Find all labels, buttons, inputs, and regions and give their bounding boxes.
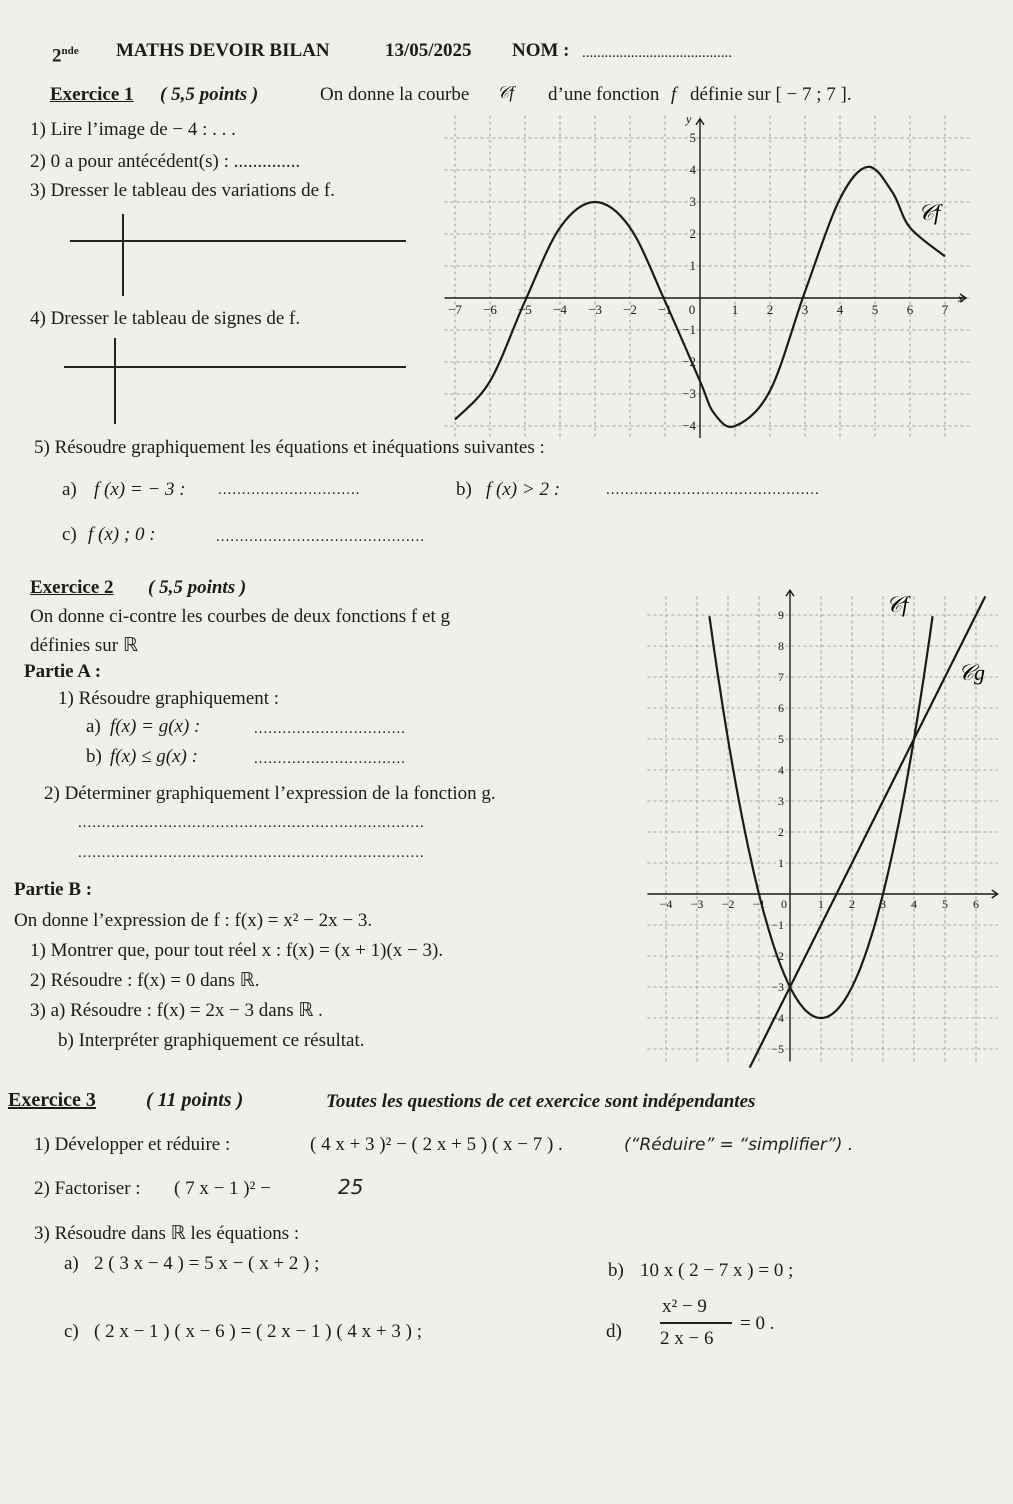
header-nom-label: NOM :	[512, 40, 570, 61]
ex2-intro2: définies sur ℝ	[30, 634, 138, 656]
ex1-graph-ytick: 5	[689, 130, 696, 145]
ex2-graph-ytick: 6	[778, 701, 784, 715]
ex2-intro1: On donne ci-contre les courbes de deux fonctions f et g	[30, 606, 450, 627]
ex1-graph-xtick: −3	[588, 302, 602, 317]
ex1-graph-ytick: 1	[689, 258, 696, 273]
ex3-q3b-label: b)	[608, 1260, 624, 1281]
ex1-graph-ytick: −4	[682, 418, 696, 433]
variation-table-hline	[70, 240, 406, 242]
ex2-b-q1: 1) Montrer que, pour tout réel x : f(x) = (x + 1)(x − 3).	[30, 940, 444, 961]
ex1-graph-xtick: −6	[483, 302, 497, 317]
ex3-title: Exercice 3	[8, 1089, 96, 1111]
ex1-graph-xtick: −4	[553, 302, 567, 317]
ex2-a-q2: 2) Déterminer graphiquement l’expression de la fonction g.	[44, 783, 496, 804]
ex2-partA: Partie A :	[24, 661, 102, 682]
header-nom-dots: ........................................	[582, 45, 732, 61]
ex3-q3d-den: 2 x − 6	[660, 1328, 714, 1349]
ex2-graph-ytick: −1	[771, 918, 784, 932]
ex2-graph-ytick: 8	[778, 639, 784, 653]
ex1-q5b-dots: .............................................	[606, 482, 820, 498]
ex2-graph-label-g: 𝒞g	[958, 660, 986, 685]
header-level: 2nde	[52, 45, 79, 67]
ex3-q3d-rhs: = 0 .	[740, 1313, 775, 1334]
ex1-intro-a: On donne la courbe	[320, 84, 470, 105]
ex1-q3: 3) Dresser le tableau des variations de f.	[30, 180, 335, 201]
ex2-graph-xtick: 5	[942, 897, 948, 911]
ex1-points: ( 5,5 points )	[160, 84, 259, 105]
ex1-graph-xtick: 2	[766, 302, 774, 317]
ex3-q3c-label: c)	[64, 1321, 79, 1342]
ex3-q3d-fraction-bar	[660, 1322, 732, 1324]
ex1-intro-b: d’une fonction	[548, 84, 660, 105]
ex1-graph-xtick: 7	[941, 302, 949, 317]
ex2-a-q1b-label: b)	[86, 746, 102, 767]
ex1-q5b: f (x) > 2 :	[486, 479, 561, 500]
ex2-graph	[640, 580, 1010, 1070]
ex2-graph-xtick: 2	[849, 897, 855, 911]
ex3-points: ( 11 points )	[146, 1089, 244, 1111]
ex1-graph-xtick: 0	[688, 302, 696, 317]
ex1-title: Exercice 1	[50, 84, 134, 105]
ex1-graph-y-label: y	[686, 112, 692, 126]
ex1-graph-xtick: −5	[518, 302, 532, 317]
ex2-graph-xtick: 6	[973, 897, 979, 911]
ex1-q1: 1) Lire l’image de − 4 : . . .	[30, 119, 236, 140]
ex1-q5a-label: a)	[62, 479, 77, 500]
ex3-q1: 1) Développer et réduire :	[34, 1134, 231, 1155]
ex2-graph-ytick: 9	[778, 608, 784, 622]
ex1-graph-xtick: 3	[801, 302, 809, 317]
ex1-graph-xtick: 4	[836, 302, 844, 317]
ex1-graph-curve-label: 𝒞f	[918, 200, 941, 225]
ex1-graph-xtick: 6	[906, 302, 914, 317]
ex2-a-q1: 1) Résoudre graphiquement :	[58, 688, 280, 709]
ex1-q5b-label: b)	[456, 479, 472, 500]
ex2-graph-xtick: 4	[911, 897, 917, 911]
ex2-a-q1a: f(x) = g(x) :	[110, 716, 201, 737]
ex2-a-q1b-dots: ................................	[254, 751, 406, 767]
ex1-graph-xtick: −7	[448, 302, 462, 317]
ex3-subtitle: Toutes les questions de cet exercice sont indépendantes	[326, 1091, 756, 1112]
ex2-b-q3b: b) Interpréter graphiquement ce résultat.	[58, 1030, 365, 1051]
ex1-graph-xtick: 5	[871, 302, 879, 317]
ex1-graph	[440, 108, 976, 438]
ex3-q3b: 10 x ( 2 − 7 x ) = 0 ;	[640, 1260, 794, 1281]
ex1-q5a: f (x) = − 3 :	[94, 479, 186, 500]
sign-table-vline	[114, 338, 116, 424]
ex3-q3: 3) Résoudre dans ℝ les équations :	[34, 1223, 300, 1244]
ex2-b-q3a: 3) a) Résoudre : f(x) = 2x − 3 dans ℝ .	[30, 1000, 323, 1021]
ex2-graph-xtick: −4	[659, 897, 673, 911]
ex2-graph-ytick: 7	[778, 670, 784, 684]
ex2-points: ( 5,5 points )	[148, 577, 247, 598]
ex2-a-q2-dots1: .........................................................................	[78, 815, 425, 831]
ex2-graph-xtick: 1	[818, 897, 824, 911]
ex1-q5: 5) Résoudre graphiquement les équations et inéquations suivantes :	[34, 437, 545, 458]
ex3-q3d-num: x² − 9	[662, 1296, 707, 1317]
ex1-graph-x-label: x	[958, 291, 964, 305]
ex2-graph-xtick: −1	[752, 897, 766, 911]
ex2-graph-ytick: 2	[778, 825, 784, 839]
ex1-graph-ytick: −2	[682, 354, 696, 369]
ex2-graph-ytick: −2	[771, 949, 784, 963]
ex3-q3a-label: a)	[64, 1253, 79, 1274]
variation-table-vline	[122, 214, 124, 296]
ex3-q2-hand: 25	[338, 1175, 364, 1199]
ex1-graph-xtick: 1	[731, 302, 739, 317]
ex2-graph-ytick: −3	[771, 980, 784, 994]
sign-table-hline	[64, 366, 406, 368]
ex1-intro-c: définie sur [ − 7 ; 7 ].	[690, 84, 852, 105]
ex3-q2: 2) Factoriser :	[34, 1178, 141, 1199]
ex1-curve-name: 𝒞f	[497, 83, 515, 102]
ex2-graph-ytick: −5	[771, 1042, 784, 1056]
ex1-q2: 2) 0 a pour antécédent(s) : ..............	[30, 151, 301, 172]
ex1-graph-xtick: −2	[623, 302, 637, 317]
ex3-q3c: ( 2 x − 1 ) ( x − 6 ) = ( 2 x − 1 ) ( 4 x + 3 ) ;	[94, 1321, 422, 1342]
ex2-b-q2: 2) Résoudre : f(x) = 0 dans ℝ.	[30, 970, 260, 991]
ex2-graph-xtick: −3	[690, 897, 704, 911]
ex1-graph-ytick: 2	[689, 226, 696, 241]
ex1-q5c-label: c)	[62, 524, 77, 545]
ex2-graph-ytick: 3	[778, 794, 784, 808]
ex1-q5c: f (x) ; 0 :	[88, 524, 156, 545]
ex3-q1-expr: ( 4 x + 3 )² − ( 2 x + 5 ) ( x − 7 ) .	[310, 1134, 563, 1155]
ex1-graph-ytick: 4	[689, 162, 696, 177]
ex2-graph-ytick: −4	[771, 1011, 784, 1025]
ex1-f: f	[671, 84, 677, 105]
ex2-graph-xtick: 3	[880, 897, 886, 911]
ex1-graph-ytick: −1	[682, 322, 696, 337]
ex3-q1-note: (“Réduire” = “simplifier”) .	[624, 1135, 854, 1155]
ex1-q5a-dots: ..............................	[218, 482, 361, 498]
header-date: 13/05/2025	[385, 40, 472, 61]
ex2-graph-ytick: 4	[778, 763, 784, 777]
ex1-graph-ytick: 3	[689, 194, 696, 209]
ex2-partB: Partie B :	[14, 879, 93, 900]
ex2-graph-ytick: 1	[778, 856, 784, 870]
ex3-q2-expr: ( 7 x − 1 )² −	[174, 1178, 271, 1199]
ex1-q4: 4) Dresser le tableau de signes de f.	[30, 308, 301, 329]
ex2-graph-xtick: −2	[721, 897, 735, 911]
ex2-a-q1b: f(x) ≤ g(x) :	[110, 746, 198, 767]
ex2-graph-label-f: 𝒞f	[886, 592, 909, 617]
ex2-a-q2-dots2: .........................................................................	[78, 845, 425, 861]
ex3-q3d-label: d)	[606, 1321, 622, 1342]
ex3-q3a: 2 ( 3 x − 4 ) = 5 x − ( x + 2 ) ;	[94, 1253, 320, 1274]
ex2-graph-ytick: 5	[778, 732, 784, 746]
header-title: MATHS DEVOIR BILAN	[116, 40, 330, 61]
ex2-a-q1a-label: a)	[86, 716, 101, 737]
ex2-graph-xtick: 0	[781, 897, 787, 911]
ex1-q5c-dots: ............................................	[216, 529, 425, 545]
ex2-b-intro: On donne l’expression de f : f(x) = x² − 2x − 3.	[14, 910, 373, 931]
ex1-graph-ytick: −3	[682, 386, 696, 401]
ex2-title: Exercice 2	[30, 577, 114, 598]
ex1-graph-xtick: −1	[658, 302, 672, 317]
ex2-a-q1a-dots: ................................	[254, 721, 406, 737]
